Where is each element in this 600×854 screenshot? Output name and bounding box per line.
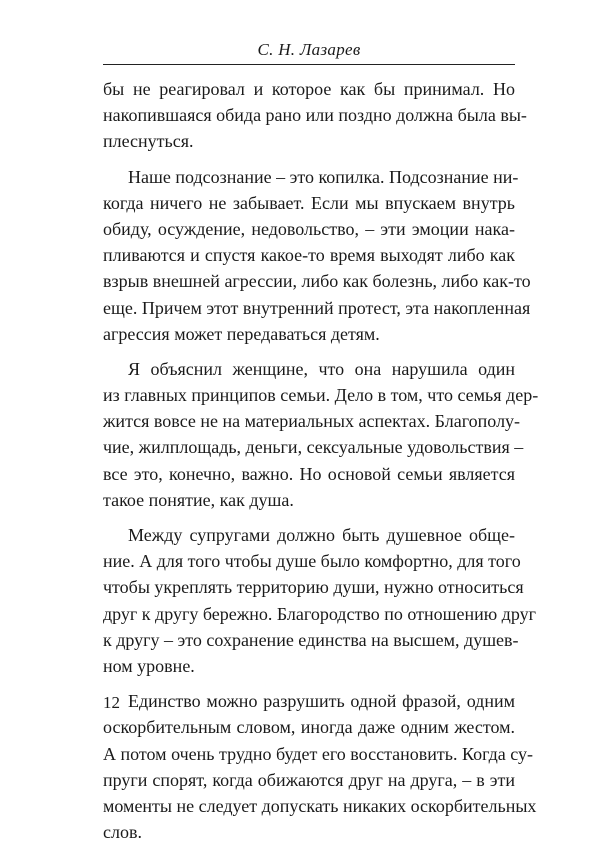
text-line: бы не реагировал и которое как бы принимал. Но: [103, 79, 515, 99]
text-line: все это, конечно, важно. Но основой семьи является: [103, 463, 515, 484]
text-line: оскорбительным словом, иногда даже одним жестом.: [103, 717, 515, 738]
text-line: Единство можно разрушить одной фразой, одним: [128, 691, 515, 712]
body-text: [103, 76, 539, 854]
text-line: агрессия может передаваться детям.: [103, 323, 380, 344]
text-line: еще. Причем этот внутренний протест, эта накопленная: [103, 297, 531, 318]
text-line: пливаются и спустя какое-то время выходят либо как: [103, 245, 515, 266]
text-line: ние. А для того чтобы душе было комфортно, для того: [103, 551, 521, 572]
text-line: Между супругами должно быть душевное обще-: [128, 525, 515, 545]
text-line: А потом очень трудно будет его восстановить. Когда су-: [103, 743, 533, 764]
paragraph-3: [103, 356, 539, 513]
text-line: взрыв внешней агрессии, либо как болезнь, либо как-то: [103, 271, 531, 292]
page-number: 12: [103, 693, 120, 712]
paragraph-2: [103, 164, 531, 347]
text-line: друг к другу бережно. Благородство по отношению друг: [103, 603, 536, 624]
text-line: Я объяснил женщине, что она нарушила один: [128, 358, 515, 379]
header-rule: [103, 64, 515, 65]
text-line: чтобы укреплять территорию души, нужно относиться: [103, 577, 524, 598]
text-line: плеснуться.: [103, 131, 194, 152]
text-line: слов.: [103, 822, 142, 843]
paragraph-1: [103, 76, 527, 155]
running-head: С. Н. Лазарев: [257, 40, 361, 59]
text-line: ном уровне.: [103, 655, 195, 676]
paragraph-5: [103, 688, 537, 845]
text-line: когда ничего не забывает. Если мы впускаем внутрь: [103, 192, 515, 213]
text-line: накопившаяся обида рано или поздно должна была вы-: [103, 105, 527, 126]
text-line: чие, жилплощадь, деньги, сексуальные удовольствия –: [103, 437, 524, 458]
text-line: к другу – это сохранение единства на высшем, душев-: [103, 629, 519, 650]
text-line: из главных принципов семьи. Дело в том, что семья дер-: [103, 385, 539, 406]
paragraph-4: [103, 522, 536, 679]
text-line: жится вовсе не на материальных аспектах. Благополу-: [103, 411, 521, 432]
text-line: Наше подсознание – это копилка. Подсознание ни-: [128, 166, 519, 187]
text-line: моменты не следует допускать никаких оскорбительных: [103, 795, 537, 816]
text-line: пруги спорят, когда обижаются друг на друга, – в эти: [103, 769, 515, 790]
text-line: обиду, осуждение, недовольство, – эти эмоции нака-: [103, 218, 515, 239]
text-line: такое понятие, как душа.: [103, 489, 294, 510]
